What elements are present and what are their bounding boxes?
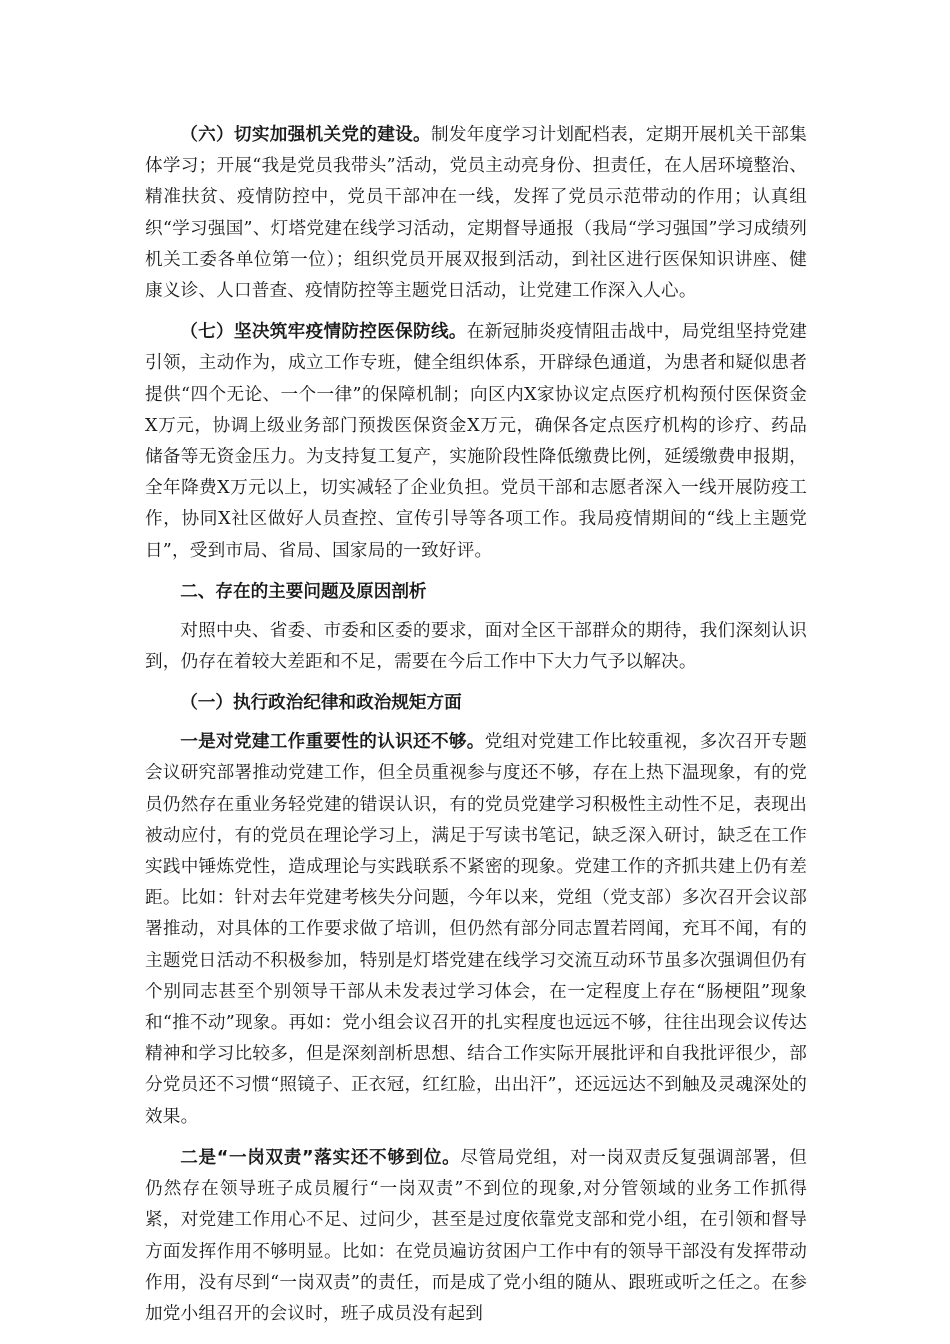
paragraph-item-2 bbox=[145, 1143, 807, 1330]
paragraph-body: 尽管局党组，对一岗双责反复强调部署，但仍然存在领导班子成员履行“一岗双责”不到位的现象,对分管领域的业务工作抓得紧，对党建工作用心不足、过问少，甚至是过度依靠党支部和党小组，在引领和督导方面发挥作用不够明显。比如：在党员遍访贫困户工作中有的领导干部没有发挥带动作用，没有尽到“一岗双责”的责任，而是成了党小组的随从、跟班或听之任之。在参加党小组召开的会议时，班子成员没有起到 bbox=[145, 1147, 808, 1324]
section-heading: 二、存在的主要问题及原因剖析 bbox=[180, 581, 427, 602]
paragraph-lead: （七）坚决筑牢疫情防控医保防线。 bbox=[180, 322, 467, 343]
paragraph-party-building bbox=[145, 120, 807, 307]
paragraph-lead: 一是对党建工作重要性的认识还不够。 bbox=[180, 732, 485, 753]
paragraph-body: 在新冠肺炎疫情阻击战中，局党组坚持党建引领，主动作为，成立工作专班，健全组织体系，开辟绿色通道，为患者和疑似患者提供“四个无论、一个一律”的保障机制；向区内X家协议定点医疗机构预付医保资金X万元，协调上级业务部门预拨医保资金X万元，确保各定点医疗机构的诊疗、药品储备等无资金压力。为支持复工复产，实施阶段性降低缴费比例，延缓缴费申报期，全年降费X万元以上，切实减轻了企业负担。党员干部和志愿者深入一线开展防疫工作，协同X社区做好人员查控、宣传引导等各项工作。我局疫情期间的“线上主题党日”，受到市局、省局、国家局的一致好评。 bbox=[145, 322, 807, 561]
section-intro: 对照中央、省委、市委和区委的要求，面对全区干部群众的期待，我们深刻认识到，仍存在着较大差距和不足，需要在今后工作中下大力气予以解决。 bbox=[145, 620, 807, 673]
paragraph-item-1 bbox=[145, 727, 807, 1133]
document-page bbox=[145, 120, 807, 1340]
paragraph-epidemic-defense bbox=[145, 317, 807, 567]
paragraph-body: 党组对党建工作比较重视，多次召开专题会议研究部署推动党建工作，但全员重视参与度还不够，存在上热下温现象，有的党员仍然存在重业务轻党建的错误认识，有的党员党建学习积极性主动性不足，表现出被动应付，有的党员在理论学习上，满足于写读书笔记，缺乏深入研讨，缺乏在工作实践中锤炼党性，造成理论与实践联系不紧密的现象。党建工作的齐抓共建上仍有差距。比如：针对去年党建考核失分问题，今年以来，党组（党支部）多次召开会议部署推动，对具体的工作要求做了培训，但仍然有部分同志置若罔闻，充耳不闻，有的主题党日活动不积极参加，特别是灯塔党建在线学习交流互动环节虽多次强调但仍有个别同志甚至个别领导干部从未发表过学习体会，在一定程度上存在“肠梗阻”现象和“推不动”现象。再如：党小组会议召开的扎实程度也远远不够，往往出现会议传达精神和学习比较多，但是深刻剖析思想、结合工作实际开展批评和自我批评很少，部分党员还不习惯“照镜子、正衣冠，红红脸，出出汗”，还远远达不到触及灵魂深处的效果。 bbox=[145, 732, 808, 1127]
subsection-heading: （一）执行政治纪律和政治规矩方面 bbox=[180, 693, 462, 714]
paragraph-body: 制发年度学习计划配档表，定期开展机关干部集体学习；开展“我是党员我带头”活动，党员主动亮身份、担责任，在人居环境整治、精准扶贫、疫情防控中，党员干部冲在一线，发挥了党员示范带动的作用；认真组织“学习强国”、灯塔党建在线学习活动，定期督导通报（我局“学习强国”学习成绩列机关工委各单位第一位）；组织党员开展双报到活动，到社区进行医保知识讲座、健康义诊、人口普查、疫情防控等主题党日活动，让党建工作深入人心。 bbox=[145, 125, 808, 302]
paragraph-lead: （六）切实加强机关党的建设。 bbox=[180, 125, 431, 145]
paragraph-lead: 二是“一岗双责”落实还不够到位。 bbox=[180, 1147, 461, 1168]
